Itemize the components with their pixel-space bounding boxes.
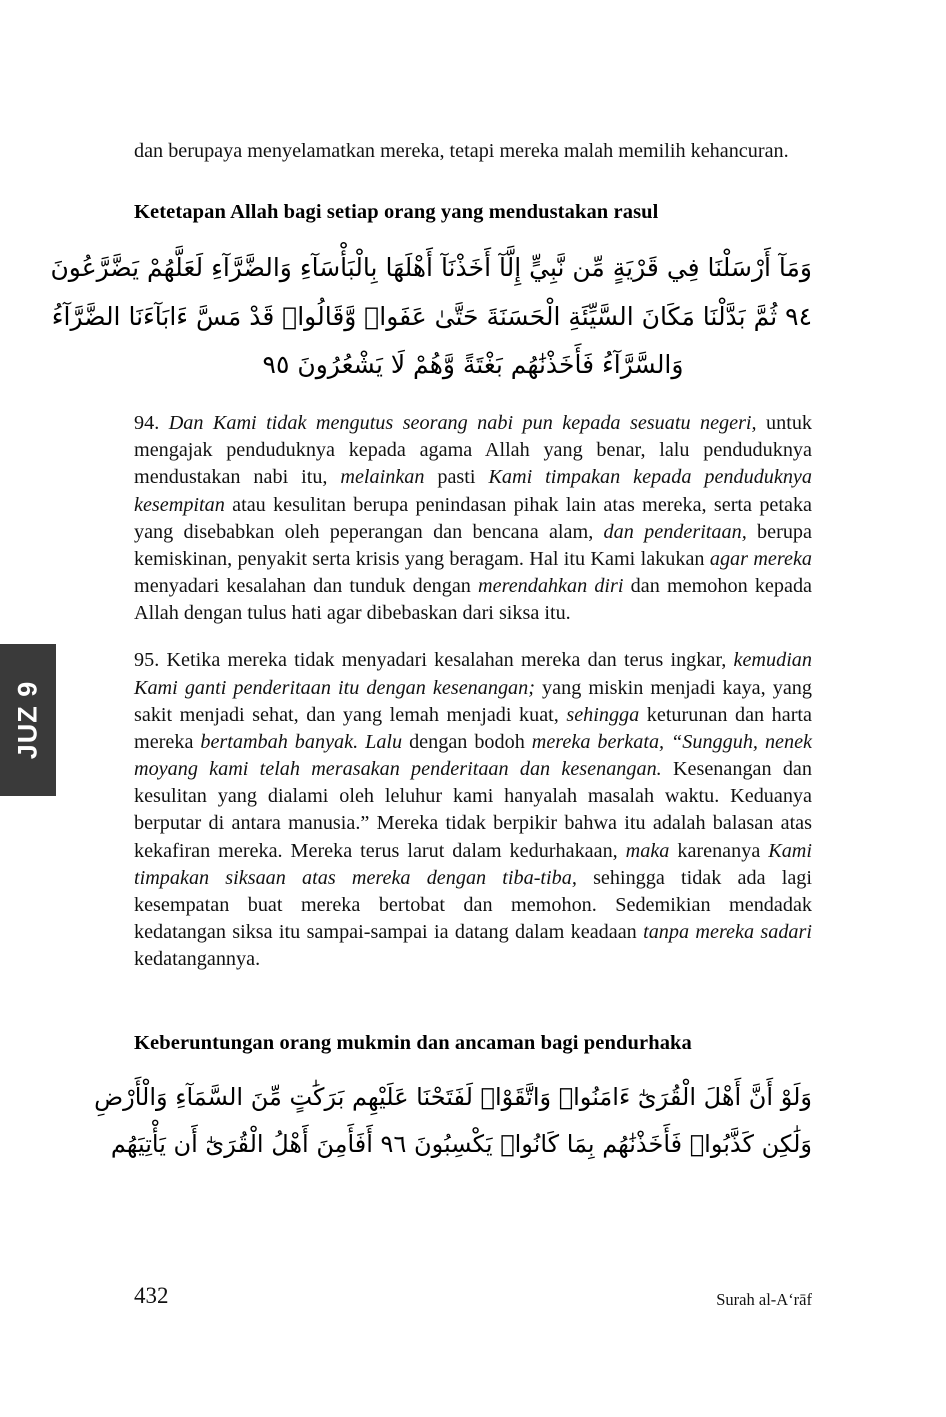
arabic-line: وَلَوْ أَنَّ أَهْلَ الْقُرَىٰٓ ءَامَنُوا۟ وَاتَّقَوْا۟ لَفَتَحْنَا عَلَيْهِم بَرَكَٰتٍ مِّنَ السَّمَآءِ وَالْأَرْضِ	[94, 1083, 812, 1112]
arabic-line: ٩٤ ثُمَّ بَدَّلْنَا مَكَانَ السَّيِّئَةِ الْحَسَنَةَ حَتَّىٰ عَفَوا۟ وَّقَالُوا۟ قَدْ مَسَّ ءَابَآءَنَا الضَّرَّآءُ	[51, 301, 812, 331]
verse-number: 94.	[134, 412, 160, 435]
arabic-verse-block-1	[50, 244, 812, 390]
page-footer	[134, 1283, 812, 1313]
section-heading-2: Keberuntungan orang mukmin dan ancaman bagi pendurhaka	[134, 1031, 692, 1054]
juz-tab	[0, 644, 56, 796]
juz-tab-label: JUZ 9	[12, 680, 43, 760]
verse-95-paragraph	[134, 647, 812, 973]
arabic-line: وَالسَّرَّآءُ فَأَخَذْنَٰهُم بَغْتَةً وَّهُمْ لَا يَشْعُرُونَ ٩٥	[262, 350, 684, 380]
section-heading-1: Ketetapan Allah bagi setiap orang yang mendustakan rasul	[134, 201, 659, 224]
arabic-verse-block-2	[94, 1074, 812, 1168]
footer-surah-label: Surah al-A‘rāf	[716, 1290, 812, 1309]
page-number: 432	[134, 1283, 169, 1308]
verse-94-paragraph	[134, 410, 812, 627]
verse-number: 95.	[134, 649, 160, 672]
arabic-line: وَمَآ أَرْسَلْنَا فِي قَرْيَةٍ مِّن نَّبِيٍّ إِلَّآ أَخَذْنَآ أَهْلَهَا بِالْبَأْسَآءِ وَالضَّرَّآءِ لَعَلَّهُمْ يَضَّرَّعُونَ	[50, 252, 812, 282]
continued-paragraph: dan berupaya menyelamatkan mereka, tetapi mereka malah memilih kehancuran.	[134, 140, 789, 162]
arabic-line: وَلَٰكِن كَذَّبُوا۟ فَأَخَذْنَٰهُم بِمَا كَانُوا۟ يَكْسِبُونَ ٩٦ أَفَأَمِنَ أَهْلُ الْقُرَىٰٓ أَن يَأْتِيَهُم	[110, 1129, 812, 1158]
page-content	[50, 138, 813, 1168]
verse-94-text: Dan Kami tidak mengutus seorang nabi pun kepada sesuatu negeri, untuk mengajak penduduknya kepada agama Allah yang benar, lalu penduduknya mendustakan nabi itu, melainkan pasti Kami timpakan kepada penduduknya kesempitan atau kesulitan berupa penindasan pihak lain atas mereka, serta petaka yang disebabkan oleh peperangan dan bencana alam, dan penderitaan, berupa kemiskinan, penyakit serta krisis yang beragam. Hal itu Kami lakukan agar mereka menyadari kesalahan dan tunduk dengan merendahkan diri dan memohon kepada Allah dengan tulus hati agar dibebaskan dari siksa itu.	[134, 412, 813, 625]
verse-95-text: Ketika mereka tidak menyadari kesalahan mereka dan terus ingkar, kemudian Kami ganti penderitaan itu dengan kesenangan; yang miskin menjadi kaya, yang sakit menjadi sehat, dan yang lemah menjadi kuat, sehingga keturunan dan harta mereka bertambah banyak. Lalu dengan bodoh mereka berkata, “Sungguh, nenek moyang kami telah merasakan penderitaan dan kesenangan. Kesenangan dan kesulitan yang dialami oleh leluhur kami hanyalah masalah waktu. Keduanya berputar di antara manusia.” Mereka tidak berpikir bahwa itu adalah balasan atas kekafiran mereka. Mereka terus larut dalam kedurhakaan, maka karenanya Kami timpakan siksaan atas mereka dengan tiba-tiba, sehingga tidak ada lagi kesempatan buat mereka bertobat dan memohon. Sedemikian mendadak kedatangan siksa itu sampai-sampai ia datang dalam keadaan tanpa mereka sadari kedatangannya.	[134, 649, 813, 971]
